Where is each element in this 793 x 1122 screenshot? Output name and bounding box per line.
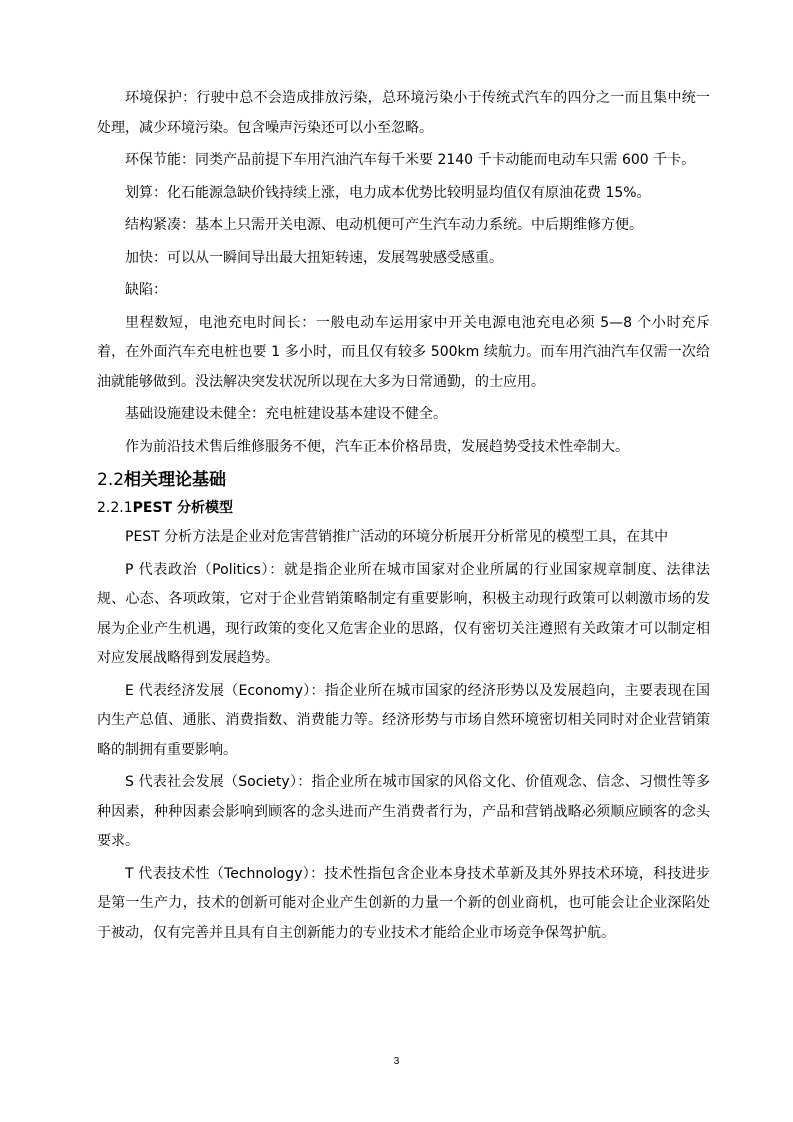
page-number: 3 (393, 1056, 400, 1067)
paragraph-politics: P 代表政治（Politics）：就是指企业所在城市国家对企业所属的行业国家规章制度、法律法规、心态、各项政策，它对于企业营销策略制定有重要影响，积极主动现行政策可以刺激市场的发展为企业产生机遇，现行政策的变化又危害企业的思路，仅有密切关注遵照有关政策才可以制定相对应发展战略得到发展趋势。 (97, 561, 710, 666)
paragraph-disadvantages-heading: 缺陷： (125, 282, 167, 298)
paragraph-maintenance: 作为前沿技术售后维修服务不便，汽车正本价格昂贵，发展趋势受技术性牵制大。 (125, 438, 629, 455)
page-body (97, 84, 710, 951)
subsection-heading (97, 495, 710, 523)
section-heading (97, 465, 710, 495)
subsection-number: 2.2.1 (97, 500, 133, 516)
paragraph-acceleration: 加快：可以从一瞬间导出最大扭矩转速，发展驾驶感受感重。 (125, 249, 503, 266)
paragraph-infrastructure: 基础设施建设未健全：充电桩建设基本建设不健全。 (125, 406, 447, 422)
paragraph-environment: 环境保护：行驶中总不会造成排放污染，总环境污染小于传统式汽车的四分之一而且集中统一处理，减少环境污染。包含噪声污染还可以小至忽略。 (97, 90, 710, 136)
paragraph-society: S 代表社会发展（Society）：指企业所在城市国家的风俗文化、价值观念、信念、习惯性等多种因素，种种因素会影响到顾客的念头进而产生消费者行为，产品和营销战略必须顺应顾客的念头要求。 (97, 774, 710, 849)
paragraph-pest-intro: PEST 分析方法是企业对危害营销推广活动的环境分析展开分析常见的模型工具，在其中 (125, 529, 669, 545)
paragraph-cost: 划算：化石能源急缺价钱持续上涨，电力成本优势比较明显均值仅有原油花费 15%。 (125, 184, 651, 201)
paragraph-range: 里程数短，电池充电时间长：一般电动车运用家中开关电源电池充电必须 5—8 个小时充斥着，在外面汽车充电桩也要 1 多小时，而且仅有较多 500km 续航力。而车用汽油汽车仅需一次给油就能够做到。没法解决突发状况所以现在大多为日常通勤，的士应用。 (97, 314, 710, 390)
section-number: 2.2 (97, 470, 125, 490)
paragraph-economy: E 代表经济发展（Economy）：指企业所在城市国家的经济形势以及发展趋向，主要表现在国内生产总值、通胀、消费指数、消费能力等。经济形势与市场自然环境密切相关同时对企业营销策略的制拥有重要影响。 (97, 682, 710, 758)
paragraph-energy-saving: 环保节能：同类产品前提下车用汽油汽车每千米要 2140 千卡动能而电动车只需 600 千卡。 (125, 152, 696, 168)
section-title: 相关理论基础 (124, 470, 227, 490)
subsection-title: PEST 分析模型 (132, 500, 233, 516)
paragraph-technology: T 代表技术性（Technology）：技术性指包含企业本身技术革新及其外界技术环境，科技进步是第一生产力，技术的创新可能对企业产生创新的力量一个新的创业商机，也可能会让企业深陷处于被动，仅有完善并且具有自主创新能力的专业技术才能给企业市场竞争保驾护航。 (97, 865, 710, 941)
paragraph-structure: 结构紧凑：基本上只需开关电源、电动机便可产生汽车动力系统。中后期维修方便。 (125, 217, 643, 233)
